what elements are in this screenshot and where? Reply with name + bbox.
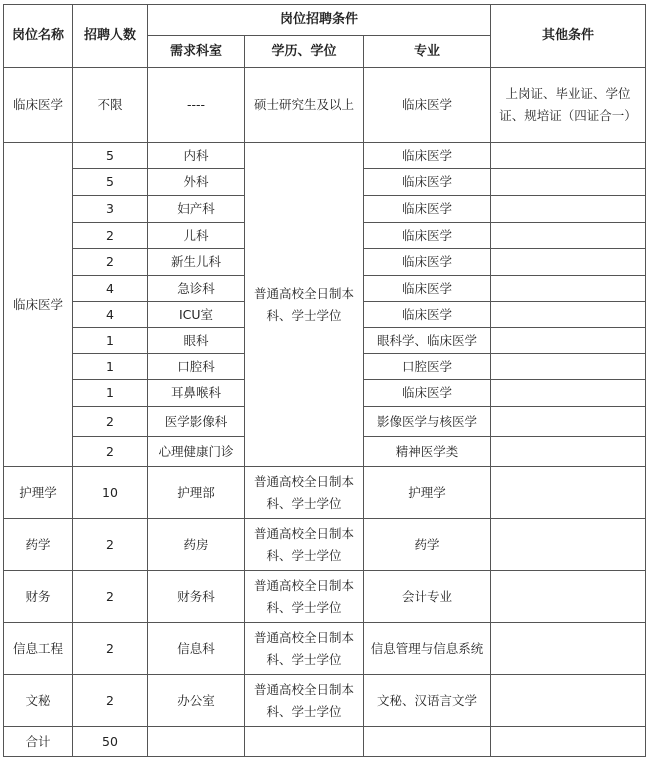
table-row: [4, 623, 646, 675]
education-cell: 普通高校全日制本科、学士学位: [245, 467, 364, 519]
major-cell: 临床医学: [364, 249, 491, 276]
education-cell: 普通高校全日制本科、学士学位: [245, 519, 364, 571]
table-row: [4, 675, 646, 727]
department-cell: 财务科: [148, 571, 245, 623]
major-cell: 口腔医学: [364, 354, 491, 380]
other-cell: [491, 223, 646, 249]
count-cell: 2: [73, 571, 148, 623]
other-cell: [491, 407, 646, 437]
major-cell: 临床医学: [364, 276, 491, 302]
table-row: [4, 143, 646, 169]
major-cell: 临床医学: [364, 143, 491, 169]
position-cell: 文秘: [4, 675, 73, 727]
position-cell: 药学: [4, 519, 73, 571]
total-label: 合计: [4, 727, 73, 757]
count-cell: 2: [73, 223, 148, 249]
count-cell: 2: [73, 519, 148, 571]
major-cell: 文秘、汉语言文学: [364, 675, 491, 727]
count-cell: 4: [73, 276, 148, 302]
header-conditions: 岗位招聘条件: [148, 5, 491, 36]
major-cell: 护理学: [364, 467, 491, 519]
total-count: 50: [73, 727, 148, 757]
major-cell: 会计专业: [364, 571, 491, 623]
education-cell: 普通高校全日制本科、学士学位: [245, 143, 364, 467]
header-major: 专业: [364, 36, 491, 68]
table-row: [4, 571, 646, 623]
position-cell: 信息工程: [4, 623, 73, 675]
count-cell: 10: [73, 467, 148, 519]
count-cell: 5: [73, 143, 148, 169]
other-cell: 上岗证、毕业证、学位证、规培证（四证合一）: [491, 68, 646, 143]
total-row: [4, 727, 646, 757]
count-cell: 2: [73, 249, 148, 276]
header-headcount: 招聘人数: [73, 5, 148, 68]
other-cell: [491, 571, 646, 623]
department-cell: 办公室: [148, 675, 245, 727]
other-cell: [491, 467, 646, 519]
table-row: [4, 467, 646, 519]
major-cell: 药学: [364, 519, 491, 571]
major-cell: 临床医学: [364, 169, 491, 196]
major-cell: 临床医学: [364, 302, 491, 328]
position-cell: 护理学: [4, 467, 73, 519]
department-cell: [148, 727, 245, 757]
major-cell: 眼科学、临床医学: [364, 328, 491, 354]
position-cell: 临床医学: [4, 68, 73, 143]
other-cell: [491, 519, 646, 571]
other-cell: [491, 196, 646, 223]
other-cell: [491, 727, 646, 757]
other-cell: [491, 249, 646, 276]
position-cell: 财务: [4, 571, 73, 623]
department-cell: 信息科: [148, 623, 245, 675]
major-cell: 临床医学: [364, 68, 491, 143]
major-cell: 信息管理与信息系统: [364, 623, 491, 675]
other-cell: [491, 328, 646, 354]
department-cell: 内科: [148, 143, 245, 169]
other-cell: [491, 437, 646, 467]
department-cell: 眼科: [148, 328, 245, 354]
department-cell: 新生儿科: [148, 249, 245, 276]
major-cell: 临床医学: [364, 223, 491, 249]
recruitment-table: [3, 4, 646, 757]
education-cell: 普通高校全日制本科、学士学位: [245, 623, 364, 675]
other-cell: [491, 143, 646, 169]
count-cell: 不限: [73, 68, 148, 143]
other-cell: [491, 675, 646, 727]
other-cell: [491, 276, 646, 302]
count-cell: 2: [73, 407, 148, 437]
position-cell: 临床医学: [4, 143, 73, 467]
header-other: 其他条件: [491, 5, 646, 68]
department-cell: 急诊科: [148, 276, 245, 302]
table-row: [4, 68, 646, 143]
count-cell: 3: [73, 196, 148, 223]
department-cell: 药房: [148, 519, 245, 571]
count-cell: 1: [73, 354, 148, 380]
major-cell: 临床医学: [364, 380, 491, 407]
count-cell: 1: [73, 328, 148, 354]
header-position-name: 岗位名称: [4, 5, 73, 68]
education-cell: [245, 727, 364, 757]
department-cell: 医学影像科: [148, 407, 245, 437]
department-cell: 心理健康门诊: [148, 437, 245, 467]
department-cell: 儿科: [148, 223, 245, 249]
count-cell: 2: [73, 623, 148, 675]
major-cell: [364, 727, 491, 757]
department-cell: 外科: [148, 169, 245, 196]
education-cell: 硕士研究生及以上: [245, 68, 364, 143]
count-cell: 4: [73, 302, 148, 328]
other-cell: [491, 623, 646, 675]
department-cell: ----: [148, 68, 245, 143]
count-cell: 2: [73, 437, 148, 467]
other-cell: [491, 380, 646, 407]
header-education: 学历、学位: [245, 36, 364, 68]
department-cell: 妇产科: [148, 196, 245, 223]
major-cell: 精神医学类: [364, 437, 491, 467]
department-cell: ICU室: [148, 302, 245, 328]
department-cell: 护理部: [148, 467, 245, 519]
education-cell: 普通高校全日制本科、学士学位: [245, 571, 364, 623]
count-cell: 2: [73, 675, 148, 727]
count-cell: 5: [73, 169, 148, 196]
major-cell: 影像医学与核医学: [364, 407, 491, 437]
department-cell: 耳鼻喉科: [148, 380, 245, 407]
other-cell: [491, 169, 646, 196]
major-cell: 临床医学: [364, 196, 491, 223]
other-cell: [491, 354, 646, 380]
other-cell: [491, 302, 646, 328]
table-row: [4, 519, 646, 571]
education-cell: 普通高校全日制本科、学士学位: [245, 675, 364, 727]
header-department: 需求科室: [148, 36, 245, 68]
department-cell: 口腔科: [148, 354, 245, 380]
count-cell: 1: [73, 380, 148, 407]
